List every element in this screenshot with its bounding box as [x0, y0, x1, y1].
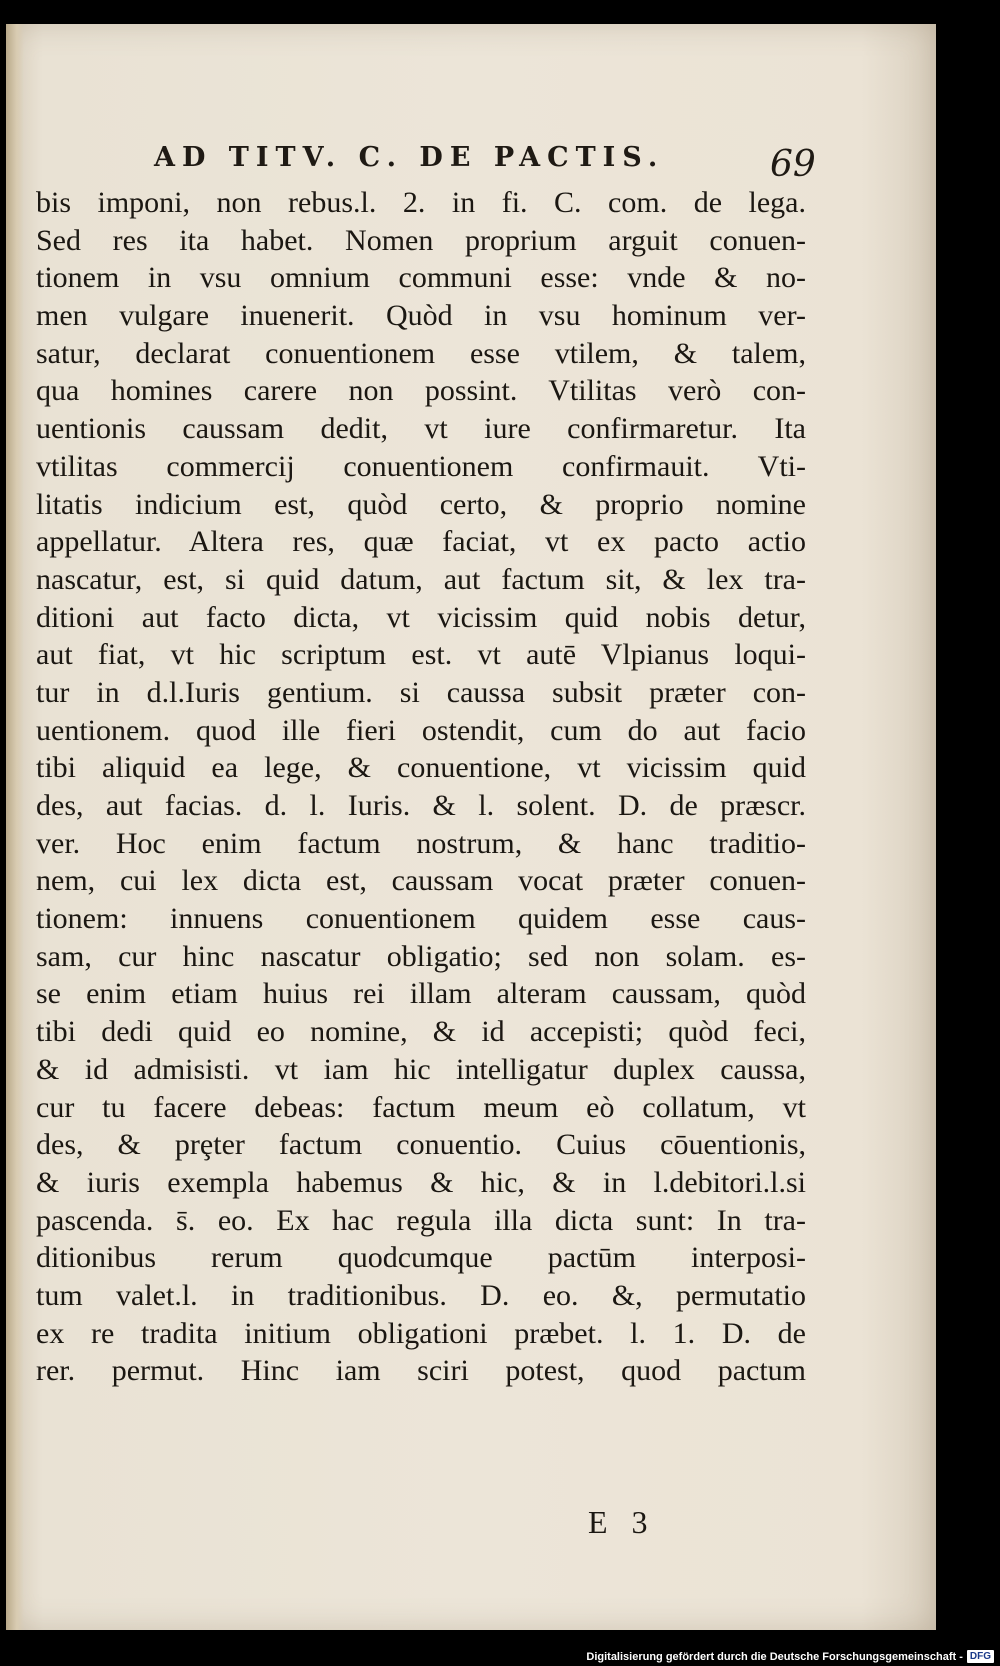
- text-line: ditioni aut facto dicta, vt vicissim quid nobis detur,: [36, 600, 806, 634]
- text-line: uentionis caussam dedit, vt iure confirmaretur. Ita: [36, 412, 806, 446]
- text-line: satur, declarat conuentionem esse vtilem, & talem,: [36, 336, 806, 370]
- text-line: aut fiat, vt hic scriptum est. vt autē Vlpianus loqui-: [36, 638, 806, 672]
- text-line: vtilitas commercij conuentionem confirmauit. Vti-: [36, 449, 806, 483]
- text-line: se enim etiam huius rei illam alteram caussam, quòd: [36, 977, 806, 1011]
- text-line: sam, cur hinc nascatur obligatio; sed non solam. es-: [36, 939, 806, 973]
- running-head: AD TITV. C. DE PACTIS.: [154, 142, 665, 173]
- text-line: nascatur, est, si quid datum, aut factum sit, & lex tra-: [36, 562, 806, 596]
- text-line: tur in d.l.Iuris gentium. si caussa subsit præter con-: [36, 675, 806, 709]
- digitization-credit: [586, 1650, 994, 1663]
- credit-text: Digitalisierung gefördert durch die Deutsche Forschungsgemeinschaft -: [586, 1650, 963, 1663]
- text-line: & id admisisti. vt iam hic intelligatur duplex caussa,: [36, 1052, 806, 1086]
- signature-mark: E 3: [588, 1504, 656, 1540]
- text-line: qua homines carere non possint. Vtilitas verò con-: [36, 374, 806, 408]
- text-line: & iuris exempla habemus & hic, & in l.debitori.l.si: [36, 1165, 806, 1199]
- body-text: [36, 184, 806, 1390]
- text-line: cur tu facere debeas: factum meum eò collatum, vt: [36, 1090, 806, 1124]
- text-line: Sed res ita habet. Nomen proprium arguit conuen-: [36, 223, 806, 257]
- book-page: [6, 24, 936, 1630]
- text-line: litatis indicium est, quòd certo, & proprio nomine: [36, 487, 806, 521]
- text-line: tionem in vsu omnium communi esse: vnde & no-: [36, 261, 806, 295]
- text-line: tibi aliquid ea lege, & conuentione, vt vicissim quid: [36, 751, 806, 785]
- text-line: des, aut facias. d. l. Iuris. & l. solent. D. de præscr.: [36, 789, 806, 822]
- dfg-logo: DFG: [967, 1650, 994, 1663]
- page-gutter: [6, 24, 24, 1630]
- page-number: 69: [770, 144, 816, 185]
- text-line: rer. permut. Hinc iam sciri potest, quod pactum: [36, 1354, 806, 1388]
- text-line: tibi dedi quid eo nomine, & id accepisti; quòd feci,: [36, 1015, 806, 1049]
- text-line: ex re tradita initium obligationi præbet. l. 1. D. de: [36, 1316, 806, 1350]
- text-line: des, & prȩter factum conuentio. Cuius cōuentionis,: [36, 1128, 806, 1162]
- text-line: tum valet.l. in traditionibus. D. eo. &, permutatio: [36, 1278, 806, 1312]
- text-line: pascenda. s̄. eo. Ex hac regula illa dicta sunt: In tra-: [36, 1203, 806, 1237]
- text-line: ver. Hoc enim factum nostrum, & hanc traditio-: [36, 826, 806, 860]
- text-line: ditionibus rerum quodcumque pactūm interposi-: [36, 1241, 806, 1275]
- text-line: men vulgare inuenerit. Quòd in vsu hominum ver-: [36, 299, 806, 333]
- text-line: uentionem. quod ille fieri ostendit, cum do aut facio: [36, 713, 806, 747]
- text-line: bis imponi, non rebus.l. 2. in fi. C. com. de lega.: [36, 186, 806, 219]
- text-line: nem, cui lex dicta est, caussam vocat præter conuen-: [36, 864, 806, 898]
- text-line: appellatur. Altera res, quæ faciat, vt ex pacto actio: [36, 525, 806, 559]
- text-line: tionem: innuens conuentionem quidem esse caus-: [36, 902, 806, 936]
